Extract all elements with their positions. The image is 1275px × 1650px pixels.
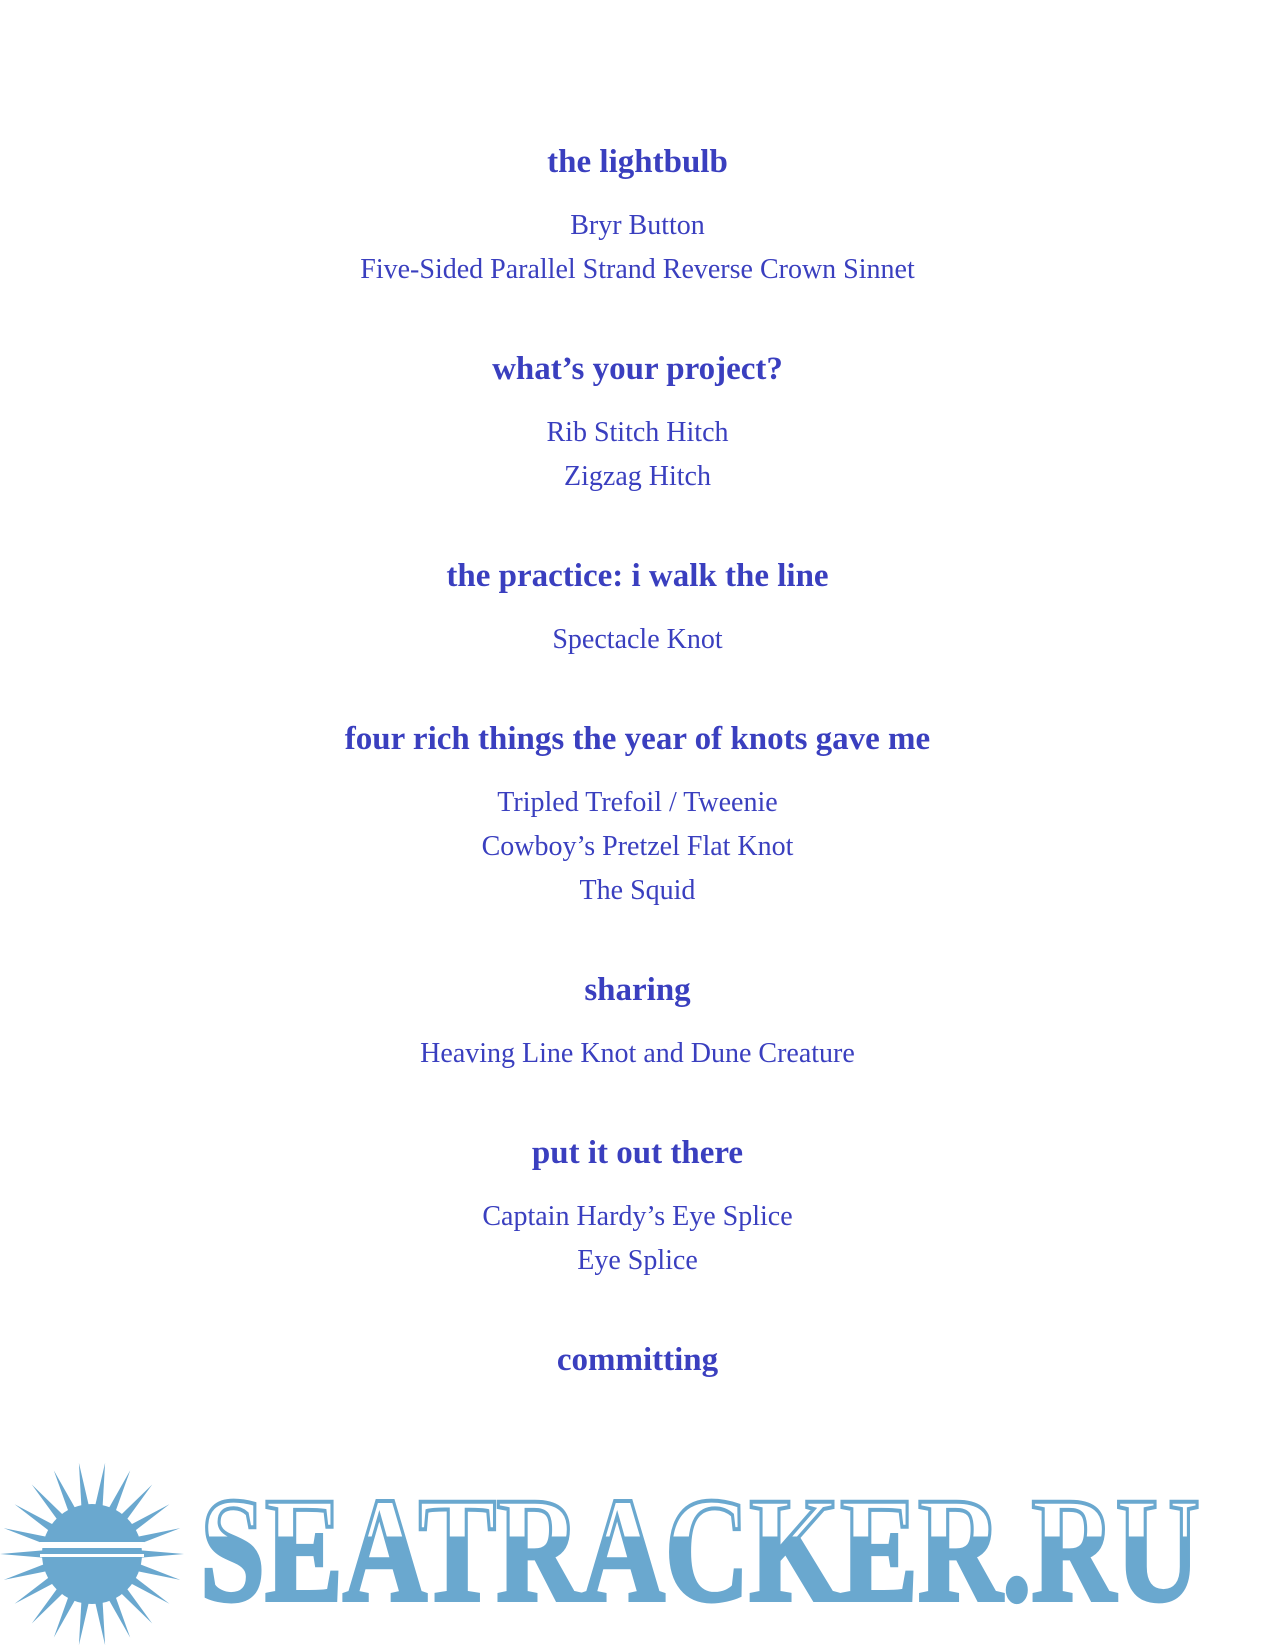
toc-link[interactable]: Rib Stitch Hitch xyxy=(546,417,729,448)
entry-list xyxy=(0,1032,1275,1076)
toc-section xyxy=(0,140,1275,292)
toc-link[interactable]: Zigzag Hitch xyxy=(564,461,711,492)
section-title: committing xyxy=(556,1342,719,1378)
toc-section xyxy=(0,554,1275,662)
section-title: what’s your project? xyxy=(492,351,783,387)
sun-icon xyxy=(0,1462,190,1650)
toc-link[interactable]: The Squid xyxy=(579,875,696,906)
toc-section xyxy=(0,968,1275,1076)
toc-link[interactable]: Captain Hardy’s Eye Splice xyxy=(482,1201,793,1232)
entry-list xyxy=(0,411,1275,499)
toc-section xyxy=(0,1131,1275,1283)
svg-text:SEATRACKER.RU: SEATRACKER.RU xyxy=(200,1472,1200,1632)
section-title: put it out there xyxy=(531,1135,744,1171)
section-title: sharing xyxy=(584,972,691,1008)
section-title: four rich things the year of knots gave me xyxy=(344,721,931,757)
section-title: the practice: i walk the line xyxy=(446,558,829,594)
watermark-logo xyxy=(200,1472,1275,1632)
toc-link[interactable]: Five-Sided Parallel Strand Reverse Crown Sinnet xyxy=(360,254,915,285)
section-title: the lightbulb xyxy=(547,144,728,180)
toc-link[interactable]: Spectacle Knot xyxy=(552,624,723,655)
toc-section xyxy=(0,347,1275,499)
sun-ray xyxy=(4,1563,50,1580)
toc-link[interactable]: Bryr Button xyxy=(570,210,705,241)
sun-ray xyxy=(134,1563,180,1580)
sun-ray xyxy=(79,1463,90,1510)
toc-link[interactable]: Eye Splice xyxy=(577,1245,698,1276)
table-of-contents xyxy=(0,140,1275,1402)
toc-section xyxy=(0,717,1275,913)
sun-ray xyxy=(79,1598,90,1645)
entry-list xyxy=(0,618,1275,662)
toc-link[interactable]: Cowboy’s Pretzel Flat Knot xyxy=(481,831,794,862)
entry-list xyxy=(0,1195,1275,1283)
entry-list xyxy=(0,204,1275,292)
entry-list xyxy=(0,781,1275,913)
watermark xyxy=(0,1462,1275,1650)
sun-ray xyxy=(94,1598,105,1645)
toc-link[interactable]: Heaving Line Knot and Dune Creature xyxy=(420,1038,855,1069)
toc-section xyxy=(0,1338,1275,1382)
toc-link[interactable]: Tripled Trefoil / Tweenie xyxy=(497,787,778,818)
sun-ray xyxy=(94,1463,105,1510)
